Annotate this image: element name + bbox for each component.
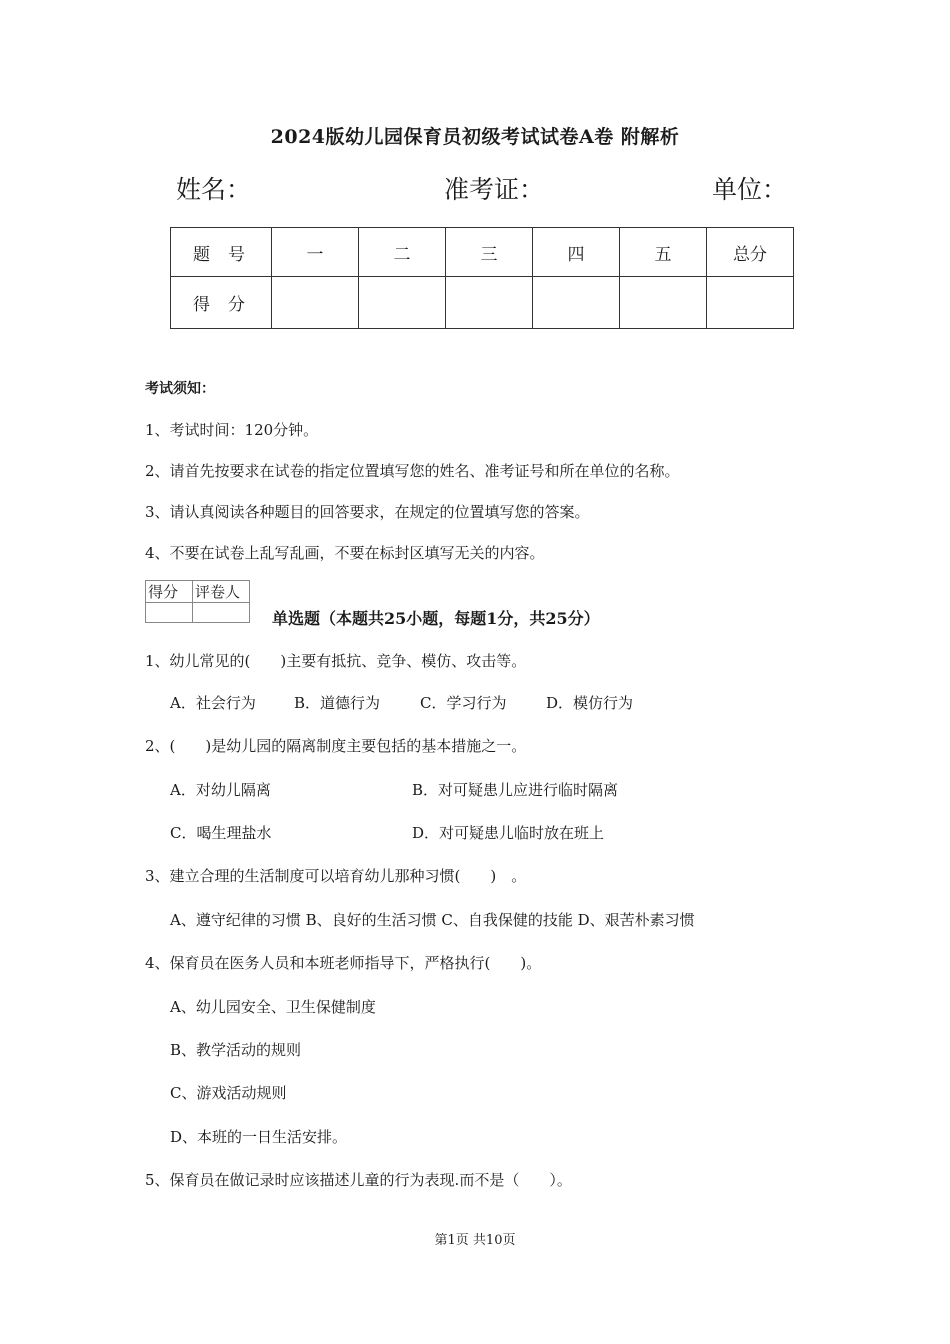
option-d: D、本班的一日生活安排。 — [170, 1128, 348, 1146]
page-footer: 第1页 共10页 — [434, 1233, 516, 1248]
notice-item: 2、请首先按要求在试卷的指定位置填写您的姓名、准考证号和所在单位的名称。 — [145, 462, 680, 480]
score-label: 得分 — [171, 277, 272, 329]
grader-score-label: 得分 — [146, 581, 193, 603]
score-cell — [272, 277, 359, 329]
column-header: 二 — [359, 228, 446, 277]
notice-item: 3、请认真阅读各种题目的回答要求，在规定的位置填写您的答案。 — [145, 503, 590, 521]
page-title: 2024版幼儿园保育员初级考试试卷A卷 附解析 — [270, 126, 680, 148]
question-number-label: 题号 — [171, 228, 272, 277]
notice-item: 1、考试时间：120分钟。 — [145, 421, 319, 439]
score-table — [170, 227, 794, 329]
score-cell — [446, 277, 533, 329]
score-table-score-row — [171, 277, 794, 329]
option-c: C、游戏活动规则 — [170, 1084, 287, 1102]
grader-reviewer-cell — [193, 603, 250, 623]
option-a: A．对幼儿隔离 — [170, 781, 271, 799]
question-stem: 3、建立合理的生活制度可以培育幼儿那种习惯( ) 。 — [145, 867, 527, 885]
column-header: 一 — [272, 228, 359, 277]
column-header: 三 — [446, 228, 533, 277]
option-b: B、教学活动的规则 — [170, 1041, 302, 1059]
question-stem: 2、( )是幼儿园的隔离制度主要包括的基本措施之一。 — [145, 737, 527, 755]
ticket-field-label: 准考证： — [444, 175, 545, 204]
option-a: A、幼儿园安全、卫生保健制度 — [170, 998, 376, 1016]
score-cell — [359, 277, 446, 329]
grader-score-cell — [146, 603, 193, 623]
option-c: C．学习行为 — [420, 694, 507, 712]
question-stem: 1、幼儿常见的( )主要有抵抗、竞争、模仿、攻击等。 — [145, 652, 527, 670]
option-a: A．社会行为 — [170, 694, 256, 712]
score-table-header-row — [171, 228, 794, 277]
option-d: D．对可疑患儿临时放在班上 — [412, 824, 605, 842]
options-line: A、遵守纪律的习惯 B、良好的生活习惯 C、自我保健的技能 D、艰苦朴素习惯 — [170, 911, 695, 929]
question-stem: 5、保育员在做记录时应该描述儿童的行为表现.而不是（ ）。 — [145, 1171, 572, 1189]
column-header: 总分 — [707, 228, 794, 277]
grader-box — [145, 580, 250, 623]
option-c: C．喝生理盐水 — [170, 824, 272, 842]
question-stem: 4、保育员在医务人员和本班老师指导下，严格执行( )。 — [145, 954, 542, 972]
score-cell — [620, 277, 707, 329]
notice-item: 4、不要在试卷上乱写乱画，不要在标封区填写无关的内容。 — [145, 544, 545, 562]
option-b: B．对可疑患儿应进行临时隔离 — [412, 781, 619, 799]
grader-reviewer-label: 评卷人 — [193, 581, 250, 603]
section-title: 单选题（本题共25小题，每题1分，共25分） — [272, 609, 600, 628]
name-field-label: 姓名： — [176, 175, 252, 204]
unit-field-label: 单位： — [712, 175, 788, 204]
column-header: 四 — [533, 228, 620, 277]
column-header: 五 — [620, 228, 707, 277]
notice-title: 考试须知： — [145, 381, 215, 397]
score-cell — [707, 277, 794, 329]
option-d: D．模仿行为 — [546, 694, 634, 712]
score-cell — [533, 277, 620, 329]
option-b: B．道德行为 — [294, 694, 381, 712]
